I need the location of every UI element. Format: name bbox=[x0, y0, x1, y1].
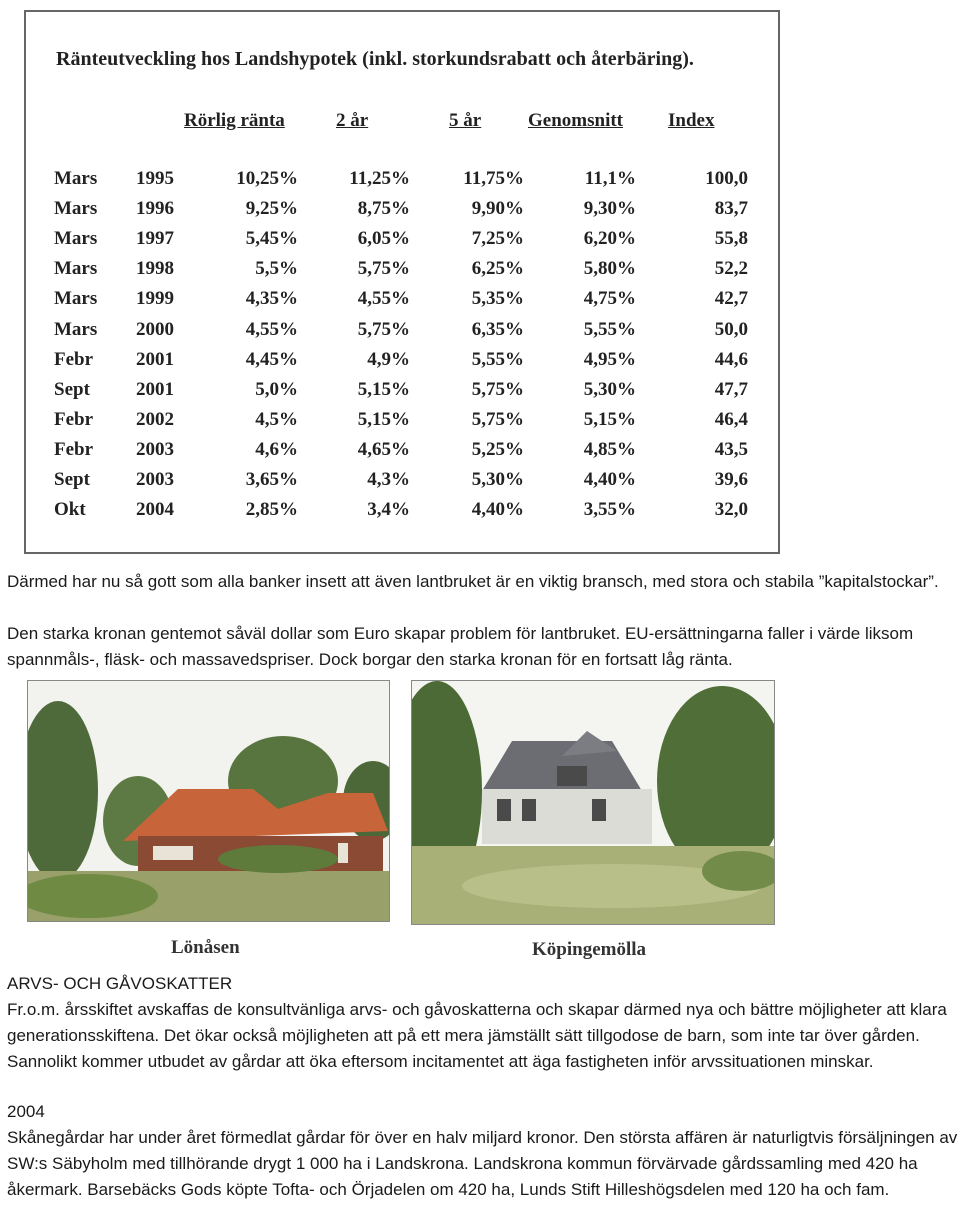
photo-lonasen bbox=[27, 680, 390, 922]
average-cell: 9,30% bbox=[583, 198, 636, 220]
rorlig-cell: 5,45% bbox=[245, 228, 298, 250]
index-cell: 47,7 bbox=[714, 378, 748, 400]
rorlig-cell: 4,35% bbox=[245, 288, 298, 310]
header-rorlig-ranta: Rörlig ränta bbox=[184, 110, 285, 131]
month-cell: Mars bbox=[54, 318, 98, 340]
rorlig-cell: 10,25% bbox=[236, 168, 298, 189]
rate-table bbox=[24, 10, 780, 554]
month-cell: Mars bbox=[54, 288, 98, 310]
index-cell: 32,0 bbox=[714, 499, 748, 521]
year-cell: 1998 bbox=[136, 258, 174, 280]
section-heading: ARVS- OCH GÅVOSKATTER bbox=[7, 974, 233, 993]
five-year-cell: 5,25% bbox=[471, 438, 524, 460]
caption-kopingemolla: Köpingemölla bbox=[532, 939, 647, 960]
paragraph-arvsskatter: Fr.o.m. årsskiftet avskaffas de konsultvänliga arvs- och gåvoskatterna och skapar därmed nya och bättre möjligheter att klara generationsskiftena. Det ökar också möjligheten att på ett mera jämställt sätt tillgodose de barn, som inte tar över gården. Sannolikt kommer utbudet av gårdar att öka eftersom incitamentet att äga fastigheten inför arvssituationen minskar. bbox=[7, 1000, 947, 1071]
two-year-cell: 4,9% bbox=[367, 348, 410, 370]
rorlig-cell: 4,45% bbox=[245, 348, 298, 370]
five-year-cell: 7,25% bbox=[471, 228, 524, 250]
index-cell: 55,8 bbox=[714, 228, 748, 250]
two-year-cell: 11,25% bbox=[349, 168, 410, 189]
two-year-cell: 4,3% bbox=[367, 469, 410, 490]
header-5-ar: 5 år bbox=[449, 110, 482, 131]
year-cell: 2004 bbox=[136, 499, 174, 521]
average-cell: 5,15% bbox=[583, 408, 636, 430]
rorlig-cell: 5,0% bbox=[255, 378, 298, 400]
photo-kopingemolla bbox=[411, 680, 775, 925]
month-cell: Febr bbox=[54, 438, 94, 460]
header-2-ar: 2 år bbox=[336, 110, 369, 131]
five-year-cell: 5,30% bbox=[471, 469, 524, 490]
month-cell: Mars bbox=[54, 258, 98, 280]
index-cell: 42,7 bbox=[714, 288, 748, 310]
house-image-kopingemolla bbox=[412, 681, 774, 924]
five-year-cell: 9,90% bbox=[471, 198, 524, 220]
two-year-cell: 5,75% bbox=[357, 258, 410, 280]
average-cell: 4,95% bbox=[583, 348, 636, 370]
two-year-cell: 4,65% bbox=[357, 438, 410, 460]
index-cell: 43,5 bbox=[714, 438, 748, 460]
five-year-cell: 6,25% bbox=[471, 258, 524, 280]
paragraph-skanegardar: Skånegårdar har under året förmedlat gårdar för över en halv miljard kronor. Den största affären är naturligtvis försäljningen av SW:s Säbyholm med tillhörande drygt 1 000 ha i Landskrona. Landskrona kommun förvärvade gårdssamling med 420 ha åkermark. Barsebäcks Gods köpte Tofta- och Örjadelen om 420 ha, Lunds Stift Hilleshögsdelen med 120 ha och fam. bbox=[7, 1128, 958, 1199]
two-year-cell: 8,75% bbox=[357, 198, 410, 220]
two-year-cell: 3,4% bbox=[367, 499, 410, 521]
two-year-cell: 5,15% bbox=[357, 378, 410, 400]
average-cell: 5,30% bbox=[583, 378, 636, 400]
five-year-cell: 11,75% bbox=[463, 168, 524, 189]
year-cell: 1995 bbox=[136, 168, 174, 189]
five-year-cell: 4,40% bbox=[471, 499, 524, 521]
average-cell: 3,55% bbox=[583, 499, 636, 521]
caption-lonasen: Lönåsen bbox=[171, 937, 240, 958]
five-year-cell: 6,35% bbox=[471, 318, 524, 340]
month-cell: Febr bbox=[54, 348, 94, 370]
month-cell: Sept bbox=[54, 378, 90, 400]
year-cell: 2000 bbox=[136, 318, 174, 340]
average-cell: 5,55% bbox=[583, 318, 636, 340]
year-heading: 2004 bbox=[7, 1102, 45, 1121]
two-year-cell: 5,75% bbox=[357, 318, 410, 340]
five-year-cell: 5,35% bbox=[471, 288, 524, 310]
year-cell: 1999 bbox=[136, 288, 174, 310]
five-year-cell: 5,75% bbox=[471, 378, 524, 400]
index-cell: 44,6 bbox=[714, 348, 748, 370]
header-index: Index bbox=[668, 110, 715, 131]
five-year-cell: 5,55% bbox=[471, 348, 524, 370]
index-cell: 100,0 bbox=[705, 168, 748, 189]
two-year-cell: 5,15% bbox=[357, 408, 410, 430]
average-cell: 4,75% bbox=[583, 288, 636, 310]
two-year-cell: 6,05% bbox=[357, 228, 410, 250]
rorlig-cell: 5,5% bbox=[255, 258, 298, 280]
average-cell: 4,85% bbox=[583, 438, 636, 460]
average-cell: 11,1% bbox=[584, 168, 636, 189]
rorlig-cell: 3,65% bbox=[245, 469, 298, 490]
index-cell: 50,0 bbox=[714, 318, 748, 340]
year-cell: 2002 bbox=[136, 408, 174, 430]
rorlig-cell: 2,85% bbox=[245, 499, 298, 521]
month-cell: Mars bbox=[54, 168, 98, 189]
rorlig-cell: 4,6% bbox=[255, 438, 298, 460]
year-cell: 2001 bbox=[136, 378, 174, 400]
month-cell: Mars bbox=[54, 228, 98, 250]
year-cell: 1996 bbox=[136, 198, 174, 220]
average-cell: 5,80% bbox=[583, 258, 636, 280]
house-image-lonasen bbox=[28, 681, 389, 921]
two-year-cell: 4,55% bbox=[357, 288, 410, 310]
index-cell: 39,6 bbox=[714, 469, 748, 490]
paragraph-banks: Därmed har nu så gott som alla banker insett att även lantbruket är en viktig bransch, med stora och stabila ”kapitalstockar”. bbox=[7, 572, 939, 591]
year-cell: 1997 bbox=[136, 228, 174, 250]
rorlig-cell: 4,55% bbox=[245, 318, 298, 340]
year-cell: 2001 bbox=[136, 348, 174, 370]
year-cell: 2003 bbox=[136, 438, 174, 460]
average-cell: 4,40% bbox=[583, 469, 636, 490]
average-cell: 6,20% bbox=[583, 228, 636, 250]
header-genomsnitt: Genomsnitt bbox=[528, 110, 623, 131]
paragraph-krona: Den starka kronan gentemot såväl dollar som Euro skapar problem för lantbruket. EU-ersättningarna faller i värde liksom spannmåls-, fläsk- och massavedspriser. Dock borgar den starka kronan för en fortsatt låg ränta. bbox=[7, 624, 914, 669]
rorlig-cell: 9,25% bbox=[245, 198, 298, 220]
year-cell: 2003 bbox=[136, 469, 174, 490]
index-cell: 83,7 bbox=[714, 198, 748, 220]
month-cell: Febr bbox=[54, 408, 94, 430]
index-cell: 46,4 bbox=[714, 408, 748, 430]
month-cell: Okt bbox=[54, 499, 86, 521]
rorlig-cell: 4,5% bbox=[255, 408, 298, 430]
month-cell: Mars bbox=[54, 198, 98, 220]
index-cell: 52,2 bbox=[714, 258, 748, 280]
table-title: Ränteutveckling hos Landshypotek (inkl. storkundsrabatt och återbäring). bbox=[56, 48, 694, 70]
five-year-cell: 5,75% bbox=[471, 408, 524, 430]
month-cell: Sept bbox=[54, 469, 90, 490]
